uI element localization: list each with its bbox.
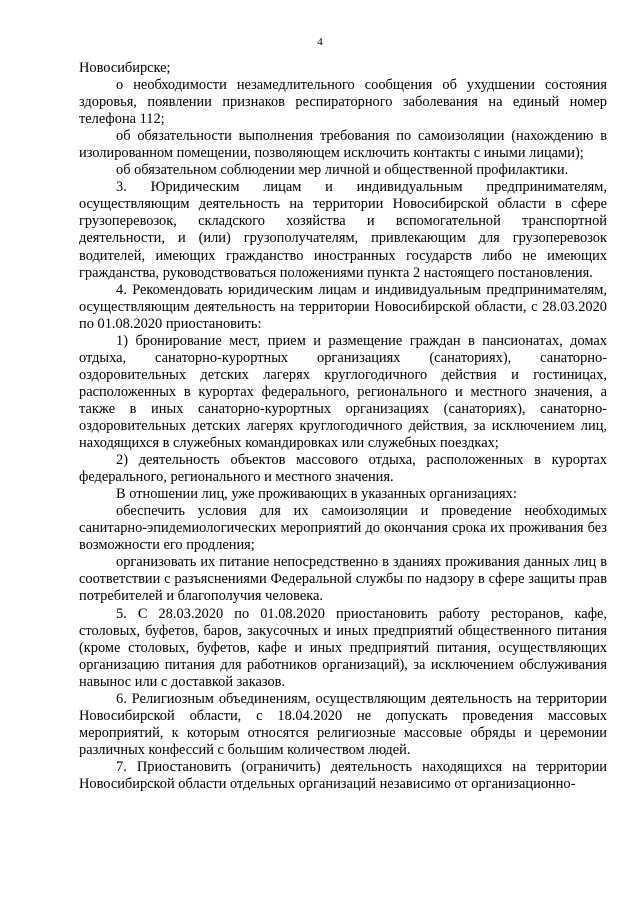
paragraph: об обязательности выполнения требования по самоизоляции (нахождению в изолированном помещении, позволяющем исключить контакты с иными лицами); bbox=[79, 128, 607, 162]
paragraph: о необходимости незамедлительного сообщения об ухудшении состояния здоровья, появлении признаков респираторного заболевания на единый номер телефона 112; bbox=[79, 77, 607, 128]
paragraph: 5. С 28.03.2020 по 01.08.2020 приостановить работу ресторанов, кафе, столовых, буфетов, баров, закусочных и иных предприятий общественного питания (кроме столовых, буфетов, кафе и иных предприятий питания, осуществляющих организацию питания для работников организаций), за исключением обслуживания навынос или с доставкой заказов. bbox=[79, 605, 607, 690]
paragraph: 7. Приостановить (ограничить) деятельность находящихся на территории Новосибирской области отдельных организаций независимо от организационно- bbox=[79, 758, 607, 792]
paragraph: об обязательном соблюдении мер личной и общественной профилактики. bbox=[116, 162, 569, 179]
paragraph: 2) деятельность объектов массового отдыха, расположенных в курортах федерального, регионального и местного значения. bbox=[79, 452, 607, 486]
paragraph: 1) бронирование мест, прием и размещение граждан в пансионатах, домах отдыха, санаторно-курортных организациях (санаториях), санаторно-оздоровительных детских лагерях круглогодичного действия и гостиницах, расположенных в курортах федерального, регионального и местного значения, а также в иных санаторно-курортных организациях (санаториях), санаторно-оздоровительных детских лагерях круглогодичного действия, за исключением лиц, находящихся в служебных командировках или служебных поездках; bbox=[79, 332, 607, 452]
paragraph: 6. Религиозным объединениям, осуществляющим деятельность на территории Новосибирской области, с 18.04.2020 не допускать проведения массовых мероприятий, к которым относятся религиозные массовые обряды и церемонии различных конфессий с большим количеством людей. bbox=[79, 690, 607, 758]
paragraph: Новосибирске; bbox=[79, 60, 171, 76]
document-body bbox=[79, 60, 607, 793]
paragraph: 4. Рекомендовать юридическим лицам и индивидуальным предпринимателям, осуществляющим деятельность на территории Новосибирской области, с 28.03.2020 по 01.08.2020 приостановить: bbox=[79, 281, 607, 332]
paragraph: 3. Юридическим лицам и индивидуальным предпринимателям, осуществляющим деятельность на территории Новосибирской области в сфере грузоперевозок, складского хозяйства и вспомогательной транспортной деятельности, и (или) грузополучателям, привлекающим для грузоперевозок водителей, имеющих гражданство иностранных государств либо не имеющих гражданства, руководствоваться положениями пункта 2 настоящего постановления. bbox=[79, 179, 607, 281]
paragraph: обеспечить условия для их самоизоляции и проведение необходимых санитарно-эпидемиологических мероприятий до окончания срока их проживания без возможности его продления; bbox=[79, 503, 607, 554]
paragraph: организовать их питание непосредственно в зданиях проживания данных лиц в соответствии с разъяснениями Федеральной службы по надзору в сфере защиты прав потребителей и благополучия человека. bbox=[79, 554, 607, 605]
paragraph: В отношении лиц, уже проживающих в указанных организациях: bbox=[116, 486, 517, 503]
page-number: 4 bbox=[317, 36, 323, 48]
